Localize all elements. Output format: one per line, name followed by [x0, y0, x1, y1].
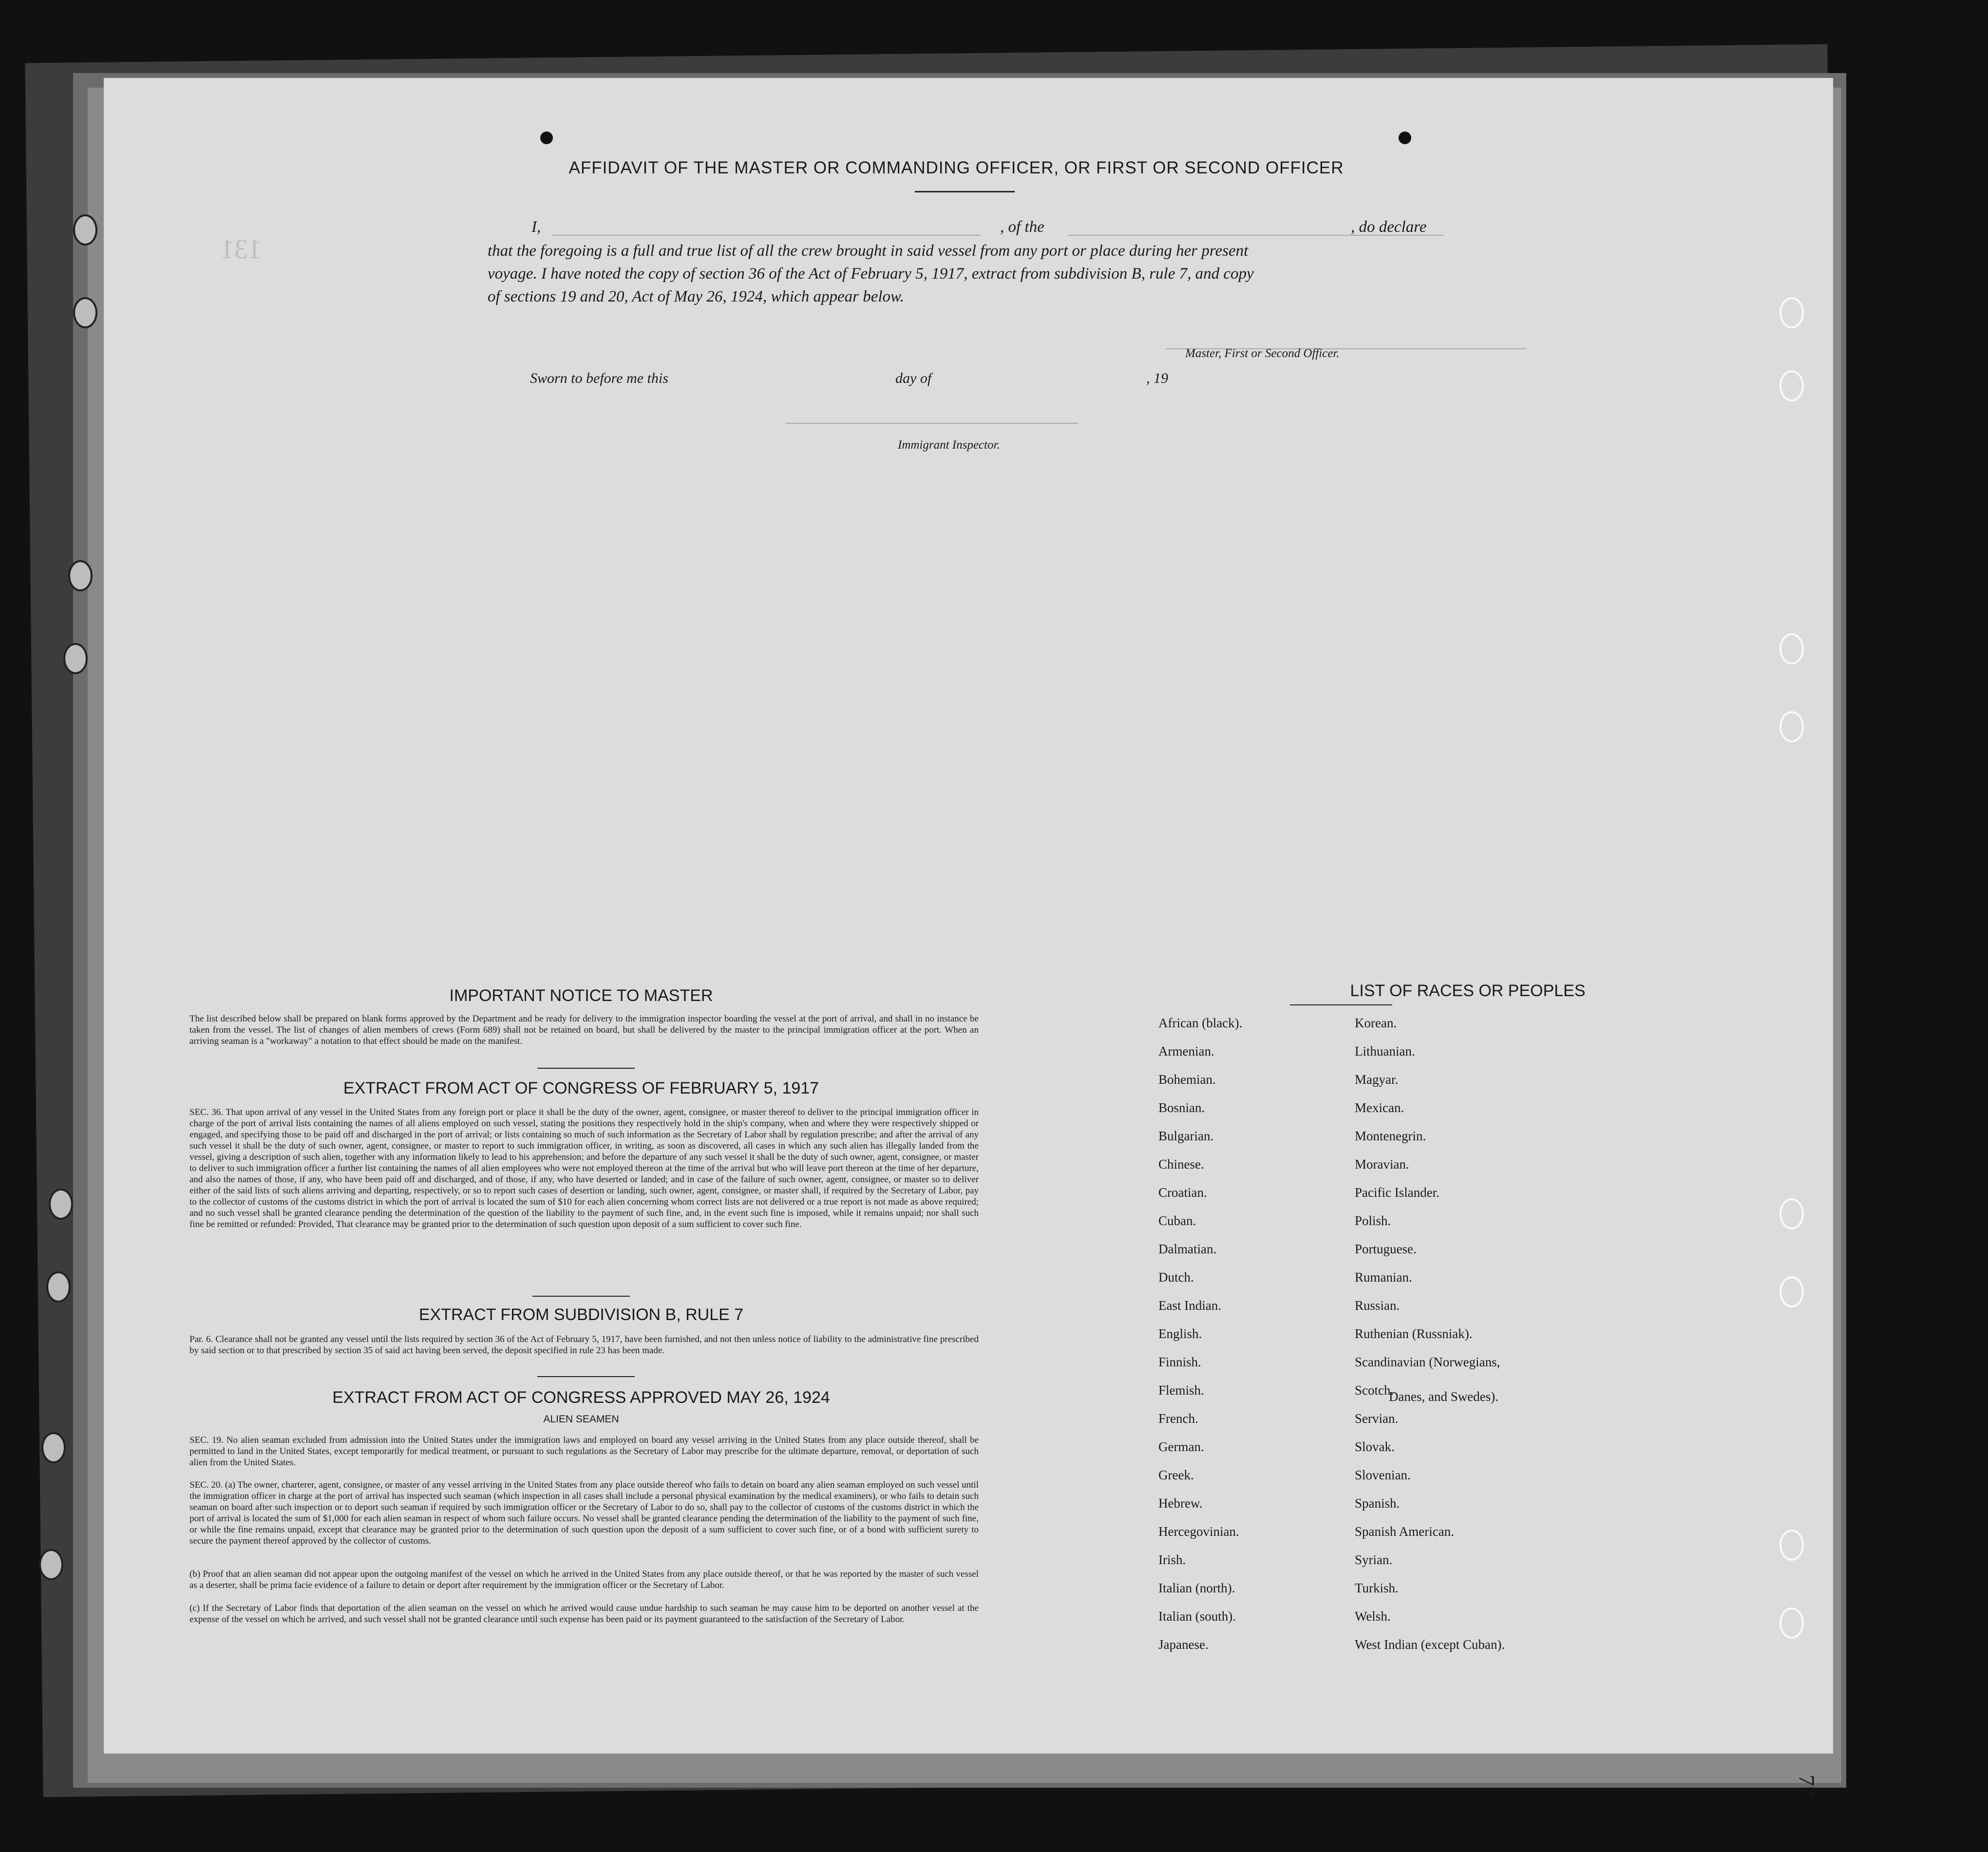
binder-hole-icon — [63, 643, 88, 674]
binder-hole-icon — [1780, 1607, 1804, 1639]
extract-1924-sec20a: SEC. 20. (a) The owner, charterer, agent, consignee, or master of any vessel arriving in the United States from any place outside thereof who fails to detain on board any alien seaman employed on such vessel until the immigration officer in charge at the port of arrival has inspected such seaman (which inspection in all cases shall include a personal physical examination by the medical examiners), or who fails to detain such seaman on board after such inspection or to deport such seaman if required by such immigration officer or the Secretary of Labor to do so, shall pay to the collector of customs of the customs district in which the port of arrival is located the sum of $1,000 for each alien seaman in respect of whom such failure occurs. No vessel shall be granted clearance pending the determination of the liability to the payment of such fine, or while the fine remains unpaid, except that clearance may be granted prior to the determination of such question upon the deposit of a sum sufficient to cover such fine, or of a bond with sufficient surety to secure the payment thereof approved by the collector of customs. — [189, 1480, 979, 1546]
binder-hole-icon — [41, 1432, 66, 1463]
race-item: Bulgarian. — [1158, 1129, 1214, 1143]
races-title: LIST OF RACES OR PEOPLES — [1350, 982, 1586, 1000]
inspector-label: Immigrant Inspector. — [898, 438, 1000, 452]
race-item: Chinese. — [1158, 1157, 1204, 1172]
race-item: East Indian. — [1158, 1298, 1221, 1313]
race-item: Hebrew. — [1158, 1496, 1203, 1511]
race-item: Magyar. — [1355, 1072, 1399, 1087]
race-item: Irish. — [1158, 1552, 1186, 1567]
extract-1917-text: SEC. 36. That upon arrival of any vessel in the United States from any foreign port or place it shall be the duty of the owner, agent, consignee, or master thereof to deliver to the principal immigration officer in charge of the port of arrival lists containing the names of all aliens employed on such vessel, stating the positions they respectively hold in the ship's company, when and where they were respectively shipped or engaged, and specifying those to be paid off and discharged in the port of arrival; or lists containing so much of such information as the Secretary of Labor shall by regulation prescribe; and after the arrival of any such vessel it shall be the duty of such owner, agent, consignee, or master to report to such immigration officer, in writing, as soon as discovered, all cases in which any such alien has illegally landed from the vessel, giving a description of such alien, together with any information likely to lead to his apprehension; and before the departure of any such vessel it shall be the duty of such owner, agent, consignee, or master to deliver to such immigration officer a further list containing the names of all alien employees who were not employed thereon at the time of the arrival but who will leave port thereon at the time of her departure, and also the names of those, if any, who have been paid off and discharged, and of those, if any, who have deserted or landed; and in case of the failure of such owner, agent, consignee, or master so to deliver either of the said lists of such aliens arriving and departing, respectively, or so to report such cases of desertion or landing, such owner, agent, consignee, or master shall, if required by the Secretary of Labor, pay to the collector of customs of the customs district in which the port of arrival is located the sum of $10 for each alien concerning whom correct lists are not delivered or a true report is not made as above required; and no such vessel shall be granted clearance pending the determination of the question of the liability to the payment of such fine, and, in the event such fine is imposed, while it remains unpaid; nor shall such fine be remitted or refunded: Provided, That clearance may be granted prior to the determination of such question upon deposit of a sum sufficient to cover such fine. — [189, 1107, 979, 1229]
race-item: Portuguese. — [1355, 1242, 1417, 1256]
extract-1924-sec19: SEC. 19. No alien seaman excluded from admission into the United States under the immigration laws and employed on board any vessel arriving in the United States from any place outside thereof, shall be permitted to land in the United States, except temporarily for medical treatment, or pursuant to such regulations as the Secretary of Labor may prescribe for the ultimate departure, removal, or deportation of such alien from the United States. — [189, 1435, 979, 1468]
races-title-underline — [1290, 1004, 1392, 1005]
race-item: English. — [1158, 1326, 1202, 1341]
affidavit-of-the: , of the — [1000, 218, 1044, 236]
extract-1924-sec20b: (b) Proof that an alien seaman did not appear upon the outgoing manifest of the vessel on which he arrived in the United States from any place outside thereof, or that he was reported by the master of such vessel as a deserter, shall be prima facie evidence of a failure to detain or deport after requirement by the immigration officer or the Secretary of Labor. — [189, 1569, 979, 1590]
extract-rule7-text: Par. 6. Clearance shall not be granted any vessel until the lists required by section 36 of the Act of February 5, 1917, have been furnished, and not then unless notice of liability to the administrative fine prescribed by said section or to that prescribed by section 35 of said act having been served, the deposit specified in rule 23 has been made. — [189, 1334, 979, 1356]
affidavit-title: AFFIDAVIT OF THE MASTER OR COMMANDING OFFICER, OR FIRST OR SECOND OFFICER — [568, 158, 1344, 177]
race-item: Mexican. — [1355, 1100, 1404, 1115]
race-item: Dalmatian. — [1158, 1242, 1217, 1256]
name-blank[interactable] — [552, 235, 981, 236]
day-of-text: day of — [895, 370, 932, 386]
race-item: Bohemian. — [1158, 1072, 1216, 1087]
binder-hole-icon — [1780, 297, 1804, 328]
margin-mark-bottom-right: 77 — [1794, 1775, 1819, 1797]
race-item: Slovak. — [1355, 1439, 1395, 1454]
form-page — [104, 78, 1833, 1797]
race-item: Syrian. — [1355, 1552, 1393, 1567]
race-item: Welsh. — [1355, 1609, 1391, 1624]
extract-1917-title: EXTRACT FROM ACT OF CONGRESS OF FEBRUARY 5, 1917 — [343, 1079, 819, 1097]
race-item: Scandinavian (Norwegians, — [1355, 1355, 1500, 1369]
race-item: Russian. — [1355, 1298, 1400, 1313]
race-item: Montenegrin. — [1355, 1129, 1426, 1143]
extract-1924-title: EXTRACT FROM ACT OF CONGRESS APPROVED MAY 26, 1924 — [332, 1388, 830, 1407]
race-item: Moravian. — [1355, 1157, 1409, 1172]
race-item: German. — [1158, 1439, 1204, 1454]
race-item: Korean. — [1355, 1016, 1397, 1030]
extract-rule7-title: EXTRACT FROM SUBDIVISION B, RULE 7 — [418, 1305, 744, 1324]
race-item-continuation: Danes, and Swedes). — [1389, 1389, 1498, 1404]
affidavit-line-3: voyage. I have noted the copy of section 36 of the Act of February 5, 1917, extract from subdivision B, rule 7, and copy — [488, 265, 1254, 283]
divider — [537, 1068, 635, 1069]
race-item: Flemish. — [1158, 1383, 1204, 1398]
extract-1924-subtitle: ALIEN SEAMEN — [543, 1414, 619, 1425]
race-item: Slovenian. — [1355, 1468, 1411, 1482]
margin-mark-top-left: 131 — [221, 234, 262, 265]
race-item: Spanish American. — [1355, 1524, 1454, 1539]
affidavit-line-2: that the foregoing is a full and true list of all the crew brought in said vessel from any port or place during her present — [488, 242, 1249, 260]
binder-hole-icon — [73, 297, 97, 328]
binder-hole-icon — [1780, 1530, 1804, 1561]
binder-hole-icon — [49, 1189, 73, 1220]
inspector-signature-blank[interactable] — [786, 423, 1078, 424]
binder-hole-icon — [1780, 1198, 1804, 1229]
year-text: , 19 — [1146, 370, 1168, 386]
race-item: Scotch. — [1355, 1383, 1394, 1398]
affidavit-i: I, — [531, 218, 541, 236]
punch-mark-icon — [1399, 132, 1411, 144]
race-item: Servian. — [1355, 1411, 1399, 1426]
notice-text: The list described below shall be prepared on blank forms approved by the Department and be ready for delivery to the immigration inspector boarding the vessel at the port of arrival, and shall in no instance be taken from the vessel. The list of changes of alien members of crews (Form 689) shall not be retained on board, but shall be delivered by the master to the principal immigration officer at the port. When an arriving seaman is a "workaway" a notation to that effect should be made on the manifest. — [189, 1014, 979, 1046]
race-item: Italian (north). — [1158, 1581, 1235, 1595]
title-underline — [915, 191, 1015, 192]
divider — [537, 1376, 635, 1377]
binder-hole-icon — [1780, 370, 1804, 401]
binder-hole-icon — [1780, 711, 1804, 742]
race-item: Polish. — [1355, 1213, 1391, 1228]
race-item: Dutch. — [1158, 1270, 1194, 1285]
race-item: African (black). — [1158, 1016, 1243, 1030]
binder-hole-icon — [68, 560, 93, 591]
race-item: Croatian. — [1158, 1185, 1207, 1200]
binder-hole-icon — [73, 214, 97, 246]
binder-hole-icon — [1780, 633, 1804, 664]
binder-hole-icon — [39, 1549, 63, 1580]
race-item: Spanish. — [1355, 1496, 1400, 1511]
race-item: Finnish. — [1158, 1355, 1201, 1369]
race-item: Pacific Islander. — [1355, 1185, 1439, 1200]
notice-title: IMPORTANT NOTICE TO MASTER — [449, 986, 713, 1005]
race-item: Italian (south). — [1158, 1609, 1236, 1624]
race-item: Rumanian. — [1355, 1270, 1412, 1285]
race-item: West Indian (except Cuban). — [1355, 1637, 1505, 1652]
races-column-2 — [1355, 1016, 1505, 1665]
race-item: Cuban. — [1158, 1213, 1196, 1228]
race-item: Japanese. — [1158, 1637, 1209, 1652]
race-item: Ruthenian (Russniak). — [1355, 1326, 1473, 1341]
divider — [532, 1296, 630, 1297]
sworn-text: Sworn to before me this — [530, 370, 668, 386]
punch-mark-icon — [540, 132, 553, 144]
extract-1924-sec20c: (c) If the Secretary of Labor finds that deportation of the alien seaman on the vessel on which he arrived would cause undue hardship to such seaman he may cause him to be deported on another vessel at the expense of the vessel on which he arrived, and such vessel shall not be granted clearance until such expense has been paid or its payment guaranteed to the satisfaction of the Secretary of Labor. — [189, 1603, 979, 1625]
affidavit-line-4: of sections 19 and 20, Act of May 26, 1924, which appear below. — [488, 288, 904, 305]
race-item: Turkish. — [1355, 1581, 1399, 1595]
master-label: Master, First or Second Officer. — [1185, 347, 1340, 360]
races-column-1 — [1158, 1016, 1242, 1665]
race-item: Greek. — [1158, 1468, 1194, 1482]
affidavit-do-declare: , do declare — [1351, 218, 1427, 236]
race-item: Armenian. — [1158, 1044, 1214, 1058]
binder-hole-icon — [46, 1271, 71, 1303]
race-item: French. — [1158, 1411, 1198, 1426]
race-item: Lithuanian. — [1355, 1044, 1415, 1058]
race-item: Bosnian. — [1158, 1100, 1205, 1115]
binder-hole-icon — [1780, 1276, 1804, 1307]
race-item: Hercegovinian. — [1158, 1524, 1239, 1539]
